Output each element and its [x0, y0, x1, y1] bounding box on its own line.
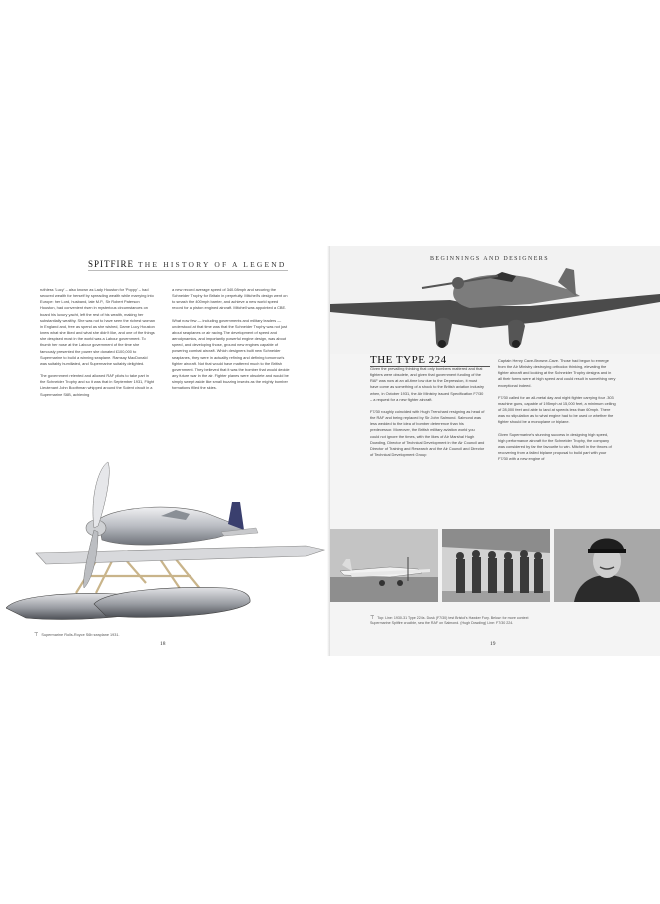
paragraph: F7/30 roughly coincided with Hugh Trenchard resigning as head of the RAF and being replaced by Sir John Salmond. Salmond was less wedded to the idea of bomber deterrence than his predecessor. Moreover, the British military aviation world you could not ignore the times, with the likes of Air Marshal Hugh Dowding, Director of Technical Development in the Air Council and Director of Training and Research and the Air Council and Director of Technical Development Group	[370, 408, 485, 458]
right-column-2	[498, 358, 616, 468]
right-page	[330, 246, 660, 656]
photo-portrait-officer	[554, 529, 660, 602]
photo-aircraft-ground	[330, 529, 438, 602]
paragraph: ruthless 'Lucy' – also known as Lady Houston for 'Poppy' – had secured wealth for herself by spreading wealth while marrying into Europe: her Lord, husband, late M.P., Sir Robert Paterson Houston, had convenient risen in mysterious circumstances on board his luxury yacht, left the rest of his wealth, making her substantially wealthy. She was not to have seen the richest woman in England and, free as spend as she wished, Dame Lucy Houston knew what she liked and what she didn't like, and one of the things she despised most in the world was a Labour government. To thumb her nose at the Labour government of the time she famously presented the power she donated £100,000 to Supermarine to build a winning seaplane. Ramsay MacDonald was suitably humiliated, and Supermarine suitably delighted.	[40, 287, 155, 366]
page-number-left: 18	[160, 641, 166, 647]
left-page	[0, 246, 330, 656]
caption-text: Supermarine Rolls-Royce S6b seaplane 1931.	[41, 633, 120, 637]
paragraph: The government relented and allowed RAF pilots to take part in the Schneider Trophy and so it was that in September 1931, Flight Lieutenant John Boothman whipped around the Solent circuit in a Supermarine S6B, achieving	[40, 373, 154, 397]
caption-text: Top: Line: 1930-31 Type 224s. Dusk (F7/30) test Bristol's Hawker Fury. Below: for more context Supermarine Spitfire crucible, sea the RAF on Salmond. (Hugh Dowding) Line: F7/30 224.	[370, 616, 529, 626]
left-column-2	[172, 287, 290, 398]
caption-marker: ⊤	[34, 632, 39, 638]
paragraph: Given the prevailing thinking that only bombers mattered and that fighters were obsolete, and given that government funding of the RAF was now at an all-time low due to the Depression, it must have come as something of a shock to the British aviation industry when, in October 1931, the Air Ministry issued Specification F7/30 – a request for a new fighter aircraft.	[370, 366, 484, 402]
paragraph: a new record average speed of 340.08mph and securing the Schneider Trophy for Britain in perpetuity. Mitchell's design went on to smash the 400mph barrier, and achieve a new world speed record for a piston engined aircraft. Mitchell was appointed a CBE.	[172, 287, 288, 311]
photo-group-pilots	[442, 529, 550, 602]
paragraph: F7/30 called for an all-metal day and night fighter carrying four .303 machine guns, capable of 195mph at 15,000 feet, a minimum ceiling of 28,000 feet and able to land at speeds less than 60mph. There was no stipulation as to what engine had to be used or whether the fighter should be a monoplane or biplane.	[498, 394, 616, 425]
right-column-1	[370, 366, 485, 464]
seaplane-illustration	[6, 458, 328, 628]
caption-marker: ⊤	[370, 615, 375, 621]
left-caption	[34, 632, 120, 638]
header-subtitle: THE HISTORY OF A LEGEND	[137, 260, 287, 269]
right-caption	[370, 616, 540, 626]
paragraph: What now few — including governments and military leaders — understood at that time was that the Schneider Trophy was not just about seaplanes or air racing.The development of speed and aerodynamics, and importantly powerful engine design, was about speed, and developing those, ground new engines capable of powering combat aircraft. Which designers built new Schneider seaplanes, they were in actuality refining and defining tomorrow's fighter aircraft. Not that would have mattered much to the British government. They believed that it was the bomber that would decide any future war in the air. Fighter planes were obsolete and would be simply swept aside like small buzzing insects as the mighty bomber formations filled the skies.	[172, 317, 290, 391]
header-brand: SPITFIRE	[88, 259, 135, 269]
running-header-right: BEGINNINGS AND DESIGNERS	[430, 256, 549, 262]
aircraft-photo-top	[330, 246, 660, 354]
header-rule	[88, 270, 288, 271]
paragraph: Captain Henry Cave-Browne-Cave. Those had begun to emerge from the Air Ministry destroying orthodox thinking, elevating the fighter aircraft and looking at the Schneider Trophy designs and in all their forms were at high speed and could result in something very exceptional indeed.	[498, 358, 616, 388]
page-number-right: 19	[490, 641, 496, 647]
paragraph: Given Supermarine's stunning success in designing high speed, high performance aircraft for the Schneider Trophy, the company was considered by far the favourite to win. Mitchell in the throes of recovering from a failed biplane proposal to build part with your F7/30 with a new engine of	[498, 431, 612, 462]
left-column-1	[40, 287, 155, 404]
running-header-left	[88, 259, 287, 269]
section-title: THE TYPE 224	[370, 354, 447, 366]
